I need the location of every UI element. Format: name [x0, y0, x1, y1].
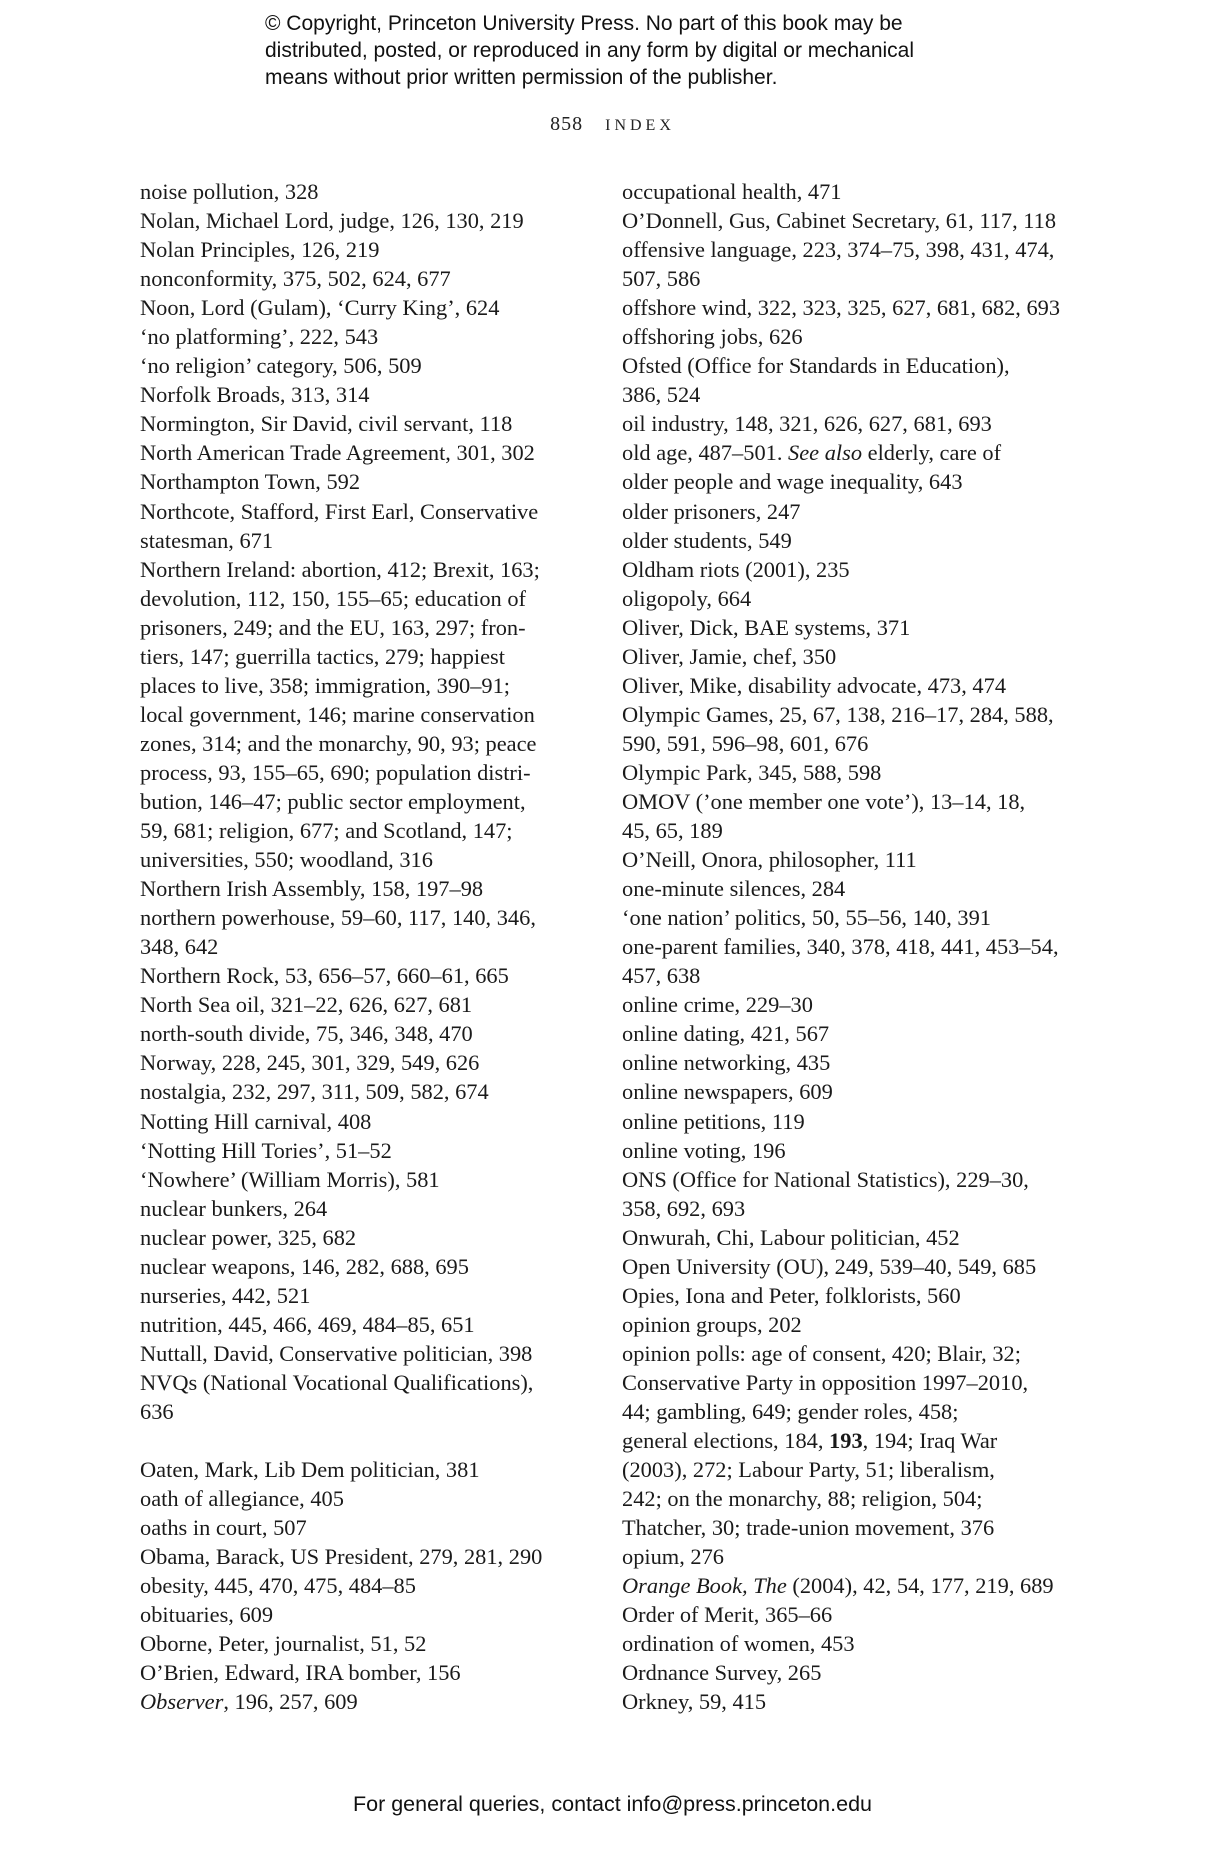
- index-entry: [622, 555, 1062, 584]
- index-column-right: [622, 177, 1062, 1716]
- index-entry: [622, 584, 1062, 613]
- index-entry: [140, 1542, 595, 1571]
- page-number: 858: [550, 113, 584, 135]
- entry-text: , 194; Iraq War: [862, 1428, 998, 1454]
- entry-line: online networking, 435: [622, 1050, 831, 1076]
- index-entry: [140, 467, 595, 496]
- index-entry: [622, 932, 1062, 990]
- index-entry: [622, 322, 1062, 351]
- index-entry: [622, 1077, 1062, 1106]
- index-group-o: [140, 1455, 595, 1687]
- entry-line: Northampton Town, 592: [140, 469, 361, 495]
- entry-line: Oborne, Peter, journalist, 51, 52: [140, 1631, 427, 1657]
- index-entry: [140, 903, 595, 961]
- index-group: [622, 177, 1062, 438]
- index-entry: [622, 351, 1062, 409]
- index-entry: [622, 671, 1062, 700]
- index-group: [622, 1542, 1062, 1571]
- entry-line: Northern Ireland: abortion, 412; Brexit, 163;: [140, 556, 540, 582]
- entry-line: Oliver, Jamie, chef, 350: [622, 643, 837, 669]
- entry-line: noise pollution, 328: [140, 179, 319, 204]
- entry-line: northern powerhouse, 59–60, 117, 140, 346,: [140, 905, 536, 931]
- entry-line: O’Brien, Edward, IRA bomber, 156: [140, 1660, 461, 1686]
- index-entry: [622, 1658, 1062, 1687]
- entry-line: North Sea oil, 321–22, 626, 627, 681: [140, 992, 473, 1018]
- index-entry: [140, 293, 595, 322]
- entry-line: offshoring jobs, 626: [622, 324, 803, 350]
- index-entry: [140, 1136, 595, 1165]
- entry-line: prisoners, 249; and the EU, 163, 297; fron-: [140, 614, 526, 640]
- copyright-line: © Copyright, Princeton University Press. No part of this book may be: [265, 12, 903, 35]
- footer-contact: For general queries, contact info@press.princeton.edu: [352, 1792, 872, 1816]
- index-entry: [622, 438, 1062, 467]
- index-entry: [140, 1368, 595, 1426]
- entry-line: Notting Hill carnival, 408: [140, 1108, 372, 1134]
- entry-line: oil industry, 148, 321, 626, 627, 681, 693: [622, 411, 992, 437]
- entry-line: Olympic Games, 25, 67, 138, 216–17, 284, 588,: [622, 701, 1054, 727]
- index-entry: [622, 1600, 1062, 1629]
- entry-line: nurseries, 442, 521: [140, 1282, 311, 1308]
- entry-line: ‘Notting Hill Tories’, 51–52: [140, 1137, 392, 1163]
- entry-line: online crime, 229–30: [622, 992, 813, 1018]
- entry-line: Normington, Sir David, civil servant, 118: [140, 411, 513, 437]
- index-entry: [622, 845, 1062, 874]
- index-entry: [622, 1629, 1062, 1658]
- entry-line: 590, 591, 596–98, 601, 676: [622, 730, 869, 756]
- index-entry: [140, 1658, 595, 1687]
- entry-line: oligopoly, 664: [622, 585, 752, 611]
- entry-line: ‘Nowhere’ (William Morris), 581: [140, 1166, 440, 1192]
- copyright-line: distributed, posted, or reproduced in any form by digital or mechanical: [265, 39, 915, 62]
- index-entry: [622, 642, 1062, 671]
- index-entry: [140, 1223, 595, 1252]
- entry-line: Oliver, Dick, BAE systems, 371: [622, 614, 911, 640]
- index-entry-pages: , 196, 257, 609: [223, 1689, 358, 1715]
- entry-line: Oaten, Mark, Lib Dem politician, 381: [140, 1457, 480, 1483]
- index-entry: [140, 1281, 595, 1310]
- index-entry: [622, 1107, 1062, 1136]
- index-entry: [622, 526, 1062, 555]
- index-entry: [622, 1339, 1062, 1542]
- entry-line: nuclear bunkers, 264: [140, 1195, 328, 1221]
- index-entry: [140, 1165, 595, 1194]
- entry-line: Thatcher, 30; trade-union movement, 376: [622, 1515, 995, 1541]
- entry-line: devolution, 112, 150, 155–65; education of: [140, 585, 526, 611]
- index-entry: [622, 206, 1062, 235]
- index-entry: [140, 409, 595, 438]
- entry-line: local government, 146; marine conservation: [140, 701, 535, 727]
- index-entry: [622, 1687, 1062, 1716]
- index-entry: [140, 1107, 595, 1136]
- index-entry: [622, 467, 1062, 496]
- index-entry: [140, 1310, 595, 1339]
- index-entry: [622, 990, 1062, 1019]
- index-entry: [140, 1600, 595, 1629]
- entry-line: Oliver, Mike, disability advocate, 473, 474: [622, 672, 1007, 698]
- index-entry: [622, 874, 1062, 903]
- entry-line: obituaries, 609: [140, 1602, 274, 1628]
- index-entry: [622, 1252, 1062, 1281]
- entry-line: places to live, 358; immigration, 390–91;: [140, 672, 511, 698]
- entry-line: North American Trade Agreement, 301, 302: [140, 440, 535, 466]
- entry-line: one-parent families, 340, 378, 418, 441, 453–54,: [622, 934, 1059, 960]
- entry-line: 457, 638: [622, 963, 701, 989]
- entry-line: bution, 146–47; public sector employment,: [140, 788, 526, 814]
- index-entry-title: Orange Book, The: [622, 1573, 787, 1599]
- entry-line: oath of allegiance, 405: [140, 1486, 344, 1512]
- index-entry: [140, 555, 595, 875]
- entry-line: nuclear power, 325, 682: [140, 1224, 357, 1250]
- see-also-label: See also: [788, 440, 863, 466]
- entry-line: opinion groups, 202: [622, 1311, 802, 1337]
- index-entry: [140, 1455, 595, 1484]
- entry-line: ordination of women, 453: [622, 1631, 855, 1657]
- entry-line: Northern Irish Assembly, 158, 197–98: [140, 876, 484, 902]
- entry-line: occupational health, 471: [622, 179, 842, 204]
- copyright-notice: [265, 10, 1025, 91]
- index-entry: [622, 235, 1062, 293]
- entry-line: north-south divide, 75, 346, 348, 470: [140, 1021, 473, 1047]
- entry-line: offensive language, 223, 374–75, 398, 431, 474,: [622, 237, 1055, 263]
- page-title: INDEX: [605, 117, 675, 134]
- index-entry: [622, 1571, 1062, 1600]
- entry-line: nutrition, 445, 466, 469, 484–85, 651: [140, 1311, 475, 1337]
- index-entry: [140, 1629, 595, 1658]
- entry-line: 242; on the monarchy, 88; religion, 504;: [622, 1486, 983, 1512]
- entry-line: Noon, Lord (Gulam), ‘Curry King’, 624: [140, 295, 500, 321]
- entry-line: 386, 524: [622, 382, 701, 408]
- entry-line: older students, 549: [622, 527, 792, 553]
- entry-line: online petitions, 119: [622, 1108, 805, 1134]
- index-entry: [622, 903, 1062, 932]
- entry-line: nonconformity, 375, 502, 624, 677: [140, 266, 451, 292]
- entry-line: ‘no platforming’, 222, 543: [140, 324, 379, 350]
- index-entry: [140, 1048, 595, 1077]
- entry-line: 45, 65, 189: [622, 818, 723, 844]
- group-separator: [140, 1426, 595, 1455]
- entry-line: online voting, 196: [622, 1137, 786, 1163]
- entry-line: ‘one nation’ politics, 50, 55–56, 140, 391: [622, 905, 991, 931]
- index-entry: [140, 235, 595, 264]
- entry-line: statesman, 671: [140, 527, 274, 553]
- index-entry: [622, 293, 1062, 322]
- entry-line: Nolan Principles, 126, 219: [140, 237, 380, 263]
- index-entry: [140, 206, 595, 235]
- index-entry: [622, 1310, 1062, 1339]
- entry-line: ‘no religion’ category, 506, 509: [140, 353, 422, 379]
- index-group-n: [140, 177, 595, 1426]
- entry-line: nuclear weapons, 146, 282, 688, 695: [140, 1253, 469, 1279]
- index-entry: [622, 1048, 1062, 1077]
- entry-line: one-minute silences, 284: [622, 876, 846, 902]
- index-entry: [140, 874, 595, 903]
- entry-line: process, 93, 155–65, 690; population distri-: [140, 759, 531, 785]
- index-entry: [140, 1571, 595, 1600]
- entry-line: Obama, Barack, US President, 279, 281, 290: [140, 1544, 543, 1570]
- index-entry-pages: (2004), 42, 54, 177, 219, 689: [786, 1573, 1054, 1599]
- entry-line: 358, 692, 693: [622, 1195, 746, 1221]
- entry-line: Northern Rock, 53, 656–57, 660–61, 665: [140, 963, 509, 989]
- index-entry: [622, 1281, 1062, 1310]
- index-entry: [140, 1484, 595, 1513]
- entry-line: ONS (Office for National Statistics), 229–30,: [622, 1166, 1029, 1192]
- entry-line: Opies, Iona and Peter, folklorists, 560: [622, 1282, 961, 1308]
- entry-line: Conservative Party in opposition 1997–2010,: [622, 1369, 1029, 1395]
- entry-line: online dating, 421, 567: [622, 1021, 830, 1047]
- index-entry: [140, 961, 595, 990]
- index-entry: [140, 497, 595, 555]
- index-entry: [622, 787, 1062, 845]
- entry-line: (2003), 272; Labour Party, 51; liberalism,: [622, 1457, 995, 1483]
- index-column-left: [140, 177, 595, 1716]
- entry-line: opium, 276: [622, 1544, 725, 1570]
- index-entry: [140, 1513, 595, 1542]
- index-entry-text: old age, 487–501.: [622, 440, 789, 466]
- entry-line: zones, 314; and the monarchy, 90, 93; peace: [140, 730, 537, 756]
- entry-line: 507, 586: [622, 266, 701, 292]
- entry-line: [622, 1426, 1062, 1455]
- index-entry: [140, 177, 595, 206]
- index-entry: [622, 1165, 1062, 1223]
- entry-line: 348, 642: [140, 934, 219, 960]
- entry-line: obesity, 445, 470, 475, 484–85: [140, 1573, 416, 1599]
- index-entry: [140, 1339, 595, 1368]
- entry-line: 636: [140, 1398, 174, 1424]
- entry-line: Orkney, 59, 415: [622, 1689, 767, 1715]
- entry-line: offshore wind, 322, 323, 325, 627, 681, 682, 693: [622, 295, 1061, 321]
- bold-page-ref: 193: [829, 1428, 863, 1454]
- index-entry: [140, 438, 595, 467]
- index-entry: [140, 322, 595, 351]
- index-entry: [622, 613, 1062, 642]
- index-entry: [622, 1542, 1062, 1571]
- index-entry-title: Observer: [140, 1689, 224, 1715]
- entry-line: NVQs (National Vocational Qualifications),: [140, 1369, 534, 1395]
- index-entry: [140, 1019, 595, 1048]
- entry-line: 59, 681; religion, 677; and Scotland, 147;: [140, 818, 513, 844]
- index-entry: [140, 380, 595, 409]
- index-entry: [622, 497, 1062, 526]
- entry-line: oaths in court, 507: [140, 1515, 307, 1541]
- entry-line: older people and wage inequality, 643: [622, 469, 963, 495]
- index-group: [622, 1600, 1062, 1716]
- entry-line: Nolan, Michael Lord, judge, 126, 130, 219: [140, 208, 524, 234]
- entry-line: OMOV (’one member one vote’), 13–14, 18,: [622, 788, 1026, 814]
- index-entry: [622, 700, 1062, 758]
- entry-line: opinion polls: age of consent, 420; Blair, 32;: [622, 1340, 1021, 1366]
- index-entry: [622, 1136, 1062, 1165]
- index-entry: [140, 1077, 595, 1106]
- entry-line: Norfolk Broads, 313, 314: [140, 382, 370, 408]
- index-entry: [622, 177, 1062, 206]
- entry-line: Open University (OU), 249, 539–40, 549, 685: [622, 1253, 1037, 1279]
- index-entry-text: elderly, care of: [862, 440, 1002, 466]
- entry-line: Norway, 228, 245, 301, 329, 549, 626: [140, 1050, 480, 1076]
- entry-line: Onwurah, Chi, Labour politician, 452: [622, 1224, 960, 1250]
- entry-line: Ordnance Survey, 265: [622, 1660, 822, 1686]
- index-entry: [140, 351, 595, 380]
- index-entry: [140, 264, 595, 293]
- index-entry: [140, 1252, 595, 1281]
- entry-line: 44; gambling, 649; gender roles, 458;: [622, 1398, 959, 1424]
- entry-line: Oldham riots (2001), 235: [622, 556, 850, 582]
- index-entry: [622, 758, 1062, 787]
- index-entry: [622, 1019, 1062, 1048]
- entry-text: general elections, 184,: [622, 1428, 830, 1454]
- running-head: [0, 113, 1225, 136]
- entry-line: online newspapers, 609: [622, 1079, 833, 1105]
- entry-line: O’Neill, Onora, philosopher, 111: [622, 847, 917, 873]
- entry-line: O’Donnell, Gus, Cabinet Secretary, 61, 117, 118: [622, 208, 1057, 234]
- index-entry: [622, 1223, 1062, 1252]
- index-entry: [140, 1194, 595, 1223]
- entry-line: Ofsted (Office for Standards in Education),: [622, 353, 1010, 379]
- index-entry: [622, 409, 1062, 438]
- entry-line: Olympic Park, 345, 588, 598: [622, 759, 882, 785]
- entry-line: Northcote, Stafford, First Earl, Conservative: [140, 498, 539, 524]
- entry-line: nostalgia, 232, 297, 311, 509, 582, 674: [140, 1079, 489, 1105]
- copyright-line: means without prior written permission of the publisher.: [265, 66, 778, 89]
- index-entry: [140, 1687, 595, 1716]
- entry-line: universities, 550; woodland, 316: [140, 847, 433, 873]
- entry-line: older prisoners, 247: [622, 498, 801, 524]
- entry-line: Order of Merit, 365–66: [622, 1602, 833, 1628]
- entry-line: tiers, 147; guerrilla tactics, 279; happiest: [140, 643, 505, 669]
- index-entry: [140, 990, 595, 1019]
- entry-line: Nuttall, David, Conservative politician, 398: [140, 1340, 533, 1366]
- index-group: [622, 467, 1062, 1338]
